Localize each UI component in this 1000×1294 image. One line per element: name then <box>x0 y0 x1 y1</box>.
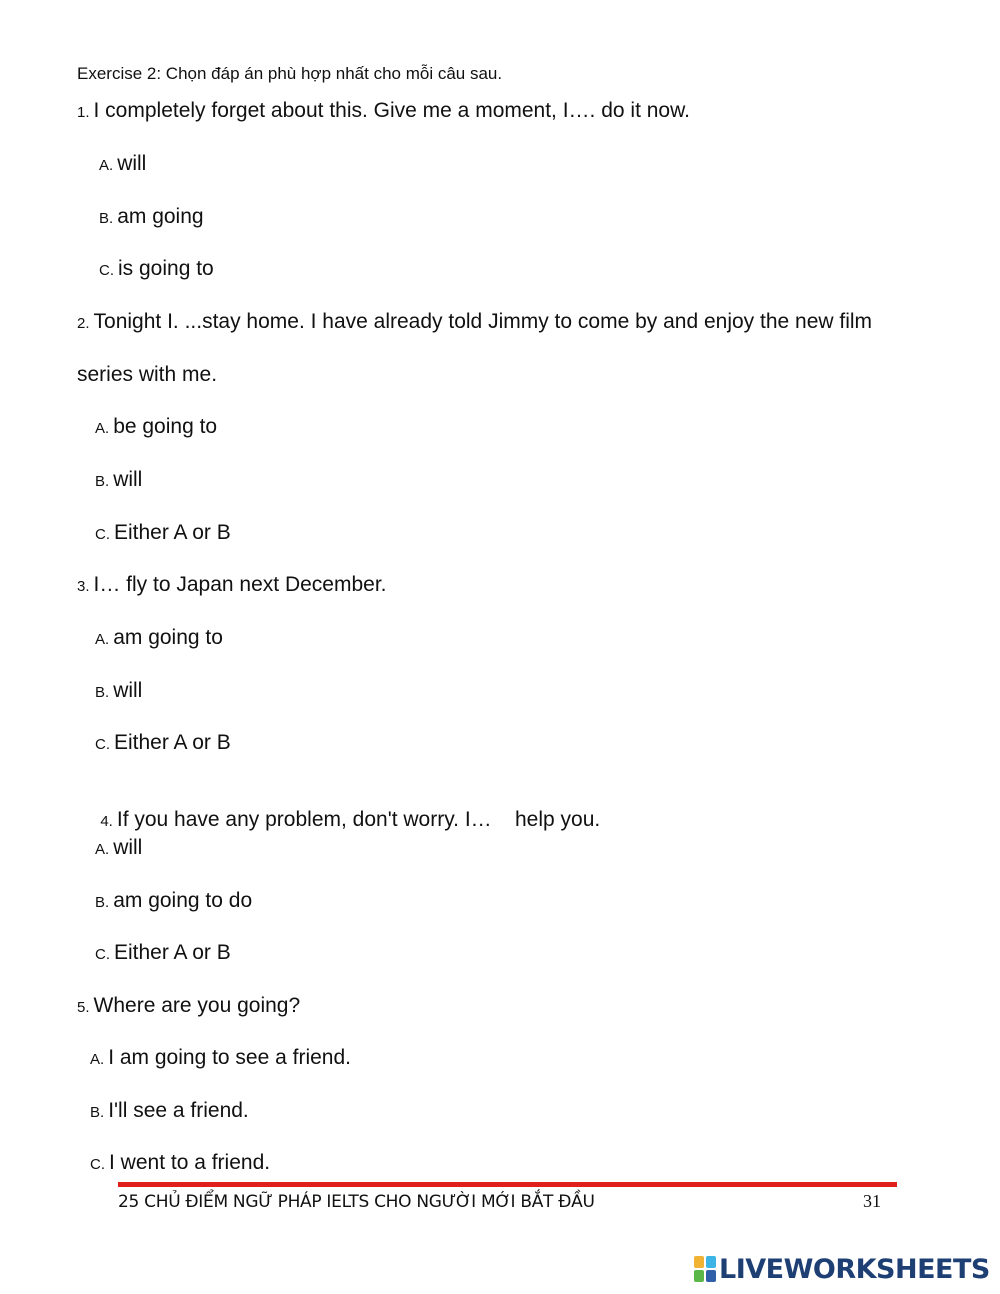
question-text: Where are you going? <box>93 994 301 1017</box>
liveworksheets-logo <box>694 1252 990 1286</box>
q3-option-a <box>95 626 223 652</box>
question-2 <box>77 310 872 336</box>
q2-option-b <box>95 468 142 494</box>
option-letter: C. <box>90 1156 105 1173</box>
q5-option-c <box>90 1151 270 1177</box>
option-text: will <box>113 468 143 491</box>
option-letter: B. <box>99 210 114 227</box>
question-text: I… fly to Japan next December. <box>93 573 387 596</box>
question-number: 4. <box>100 813 113 830</box>
logo-wordmark: LIVEWORKSHEETS <box>719 1253 990 1285</box>
option-letter: C. <box>99 262 114 279</box>
option-text: I went to a friend. <box>109 1151 271 1174</box>
option-text: am going to <box>113 626 223 649</box>
option-text: I'll see a friend. <box>108 1099 249 1122</box>
q4-option-b <box>95 889 252 915</box>
option-letter: B. <box>95 894 110 911</box>
q4-option-c <box>95 941 231 967</box>
q4-option-a <box>95 836 142 862</box>
q2-option-c <box>95 521 231 547</box>
option-letter: C. <box>95 946 110 963</box>
option-letter: A. <box>95 631 110 648</box>
question-text: I completely forget about this. Give me a moment, I…. do it now. <box>93 99 690 122</box>
option-letter: C. <box>95 736 110 753</box>
footer-divider <box>118 1182 897 1187</box>
option-text: Either A or B <box>114 521 231 544</box>
liveworksheets-logo-icon <box>694 1256 716 1282</box>
option-letter: C. <box>95 526 110 543</box>
question-3 <box>77 573 387 599</box>
option-letter: A. <box>95 841 110 858</box>
q5-option-b <box>90 1099 249 1125</box>
option-text: Either A or B <box>114 941 231 964</box>
question-number: 2. <box>77 315 90 332</box>
question-2-continuation: series with me. <box>77 363 218 386</box>
question-number: 1. <box>77 104 90 121</box>
q1-option-b <box>99 205 204 231</box>
option-letter: B. <box>95 473 110 490</box>
option-text: will <box>113 679 143 702</box>
question-text: Tonight I. ...stay home. I have already told Jimmy to come by and enjoy the new film <box>93 310 873 333</box>
q3-option-b <box>95 679 142 705</box>
option-text: be going to <box>113 415 218 438</box>
option-text: Either A or B <box>114 731 231 754</box>
option-text: will <box>113 836 143 859</box>
option-text: I am going to see a friend. <box>108 1046 351 1069</box>
option-letter: A. <box>99 157 114 174</box>
option-text: am going <box>117 205 204 228</box>
option-letter: B. <box>95 684 110 701</box>
question-4 <box>77 784 600 858</box>
option-text: am going to do <box>113 889 253 912</box>
q3-option-c <box>95 731 231 757</box>
q1-option-a <box>99 152 146 178</box>
page-number: 31 <box>863 1191 881 1211</box>
question-1 <box>77 99 690 125</box>
q2-option-a <box>95 415 217 441</box>
q1-option-c <box>99 257 214 283</box>
q5-option-a <box>90 1046 351 1072</box>
option-letter: A. <box>90 1051 105 1068</box>
question-number: 5. <box>77 999 90 1016</box>
option-text: is going to <box>118 257 214 280</box>
question-text: If you have any problem, don't worry. I… help you. <box>116 808 601 831</box>
footer-book-title: 25 CHỦ ĐIỂM NGỮ PHÁP IELTS CHO NGƯỜI MỚI BẮT ĐẦU <box>118 1192 595 1212</box>
question-5 <box>77 994 300 1020</box>
option-text: will <box>117 152 147 175</box>
option-letter: A. <box>95 420 110 437</box>
option-letter: B. <box>90 1104 105 1121</box>
exercise-title: Exercise 2: Chọn đáp án phù hợp nhất cho mỗi câu sau. <box>77 64 503 83</box>
question-number: 3. <box>77 578 90 595</box>
